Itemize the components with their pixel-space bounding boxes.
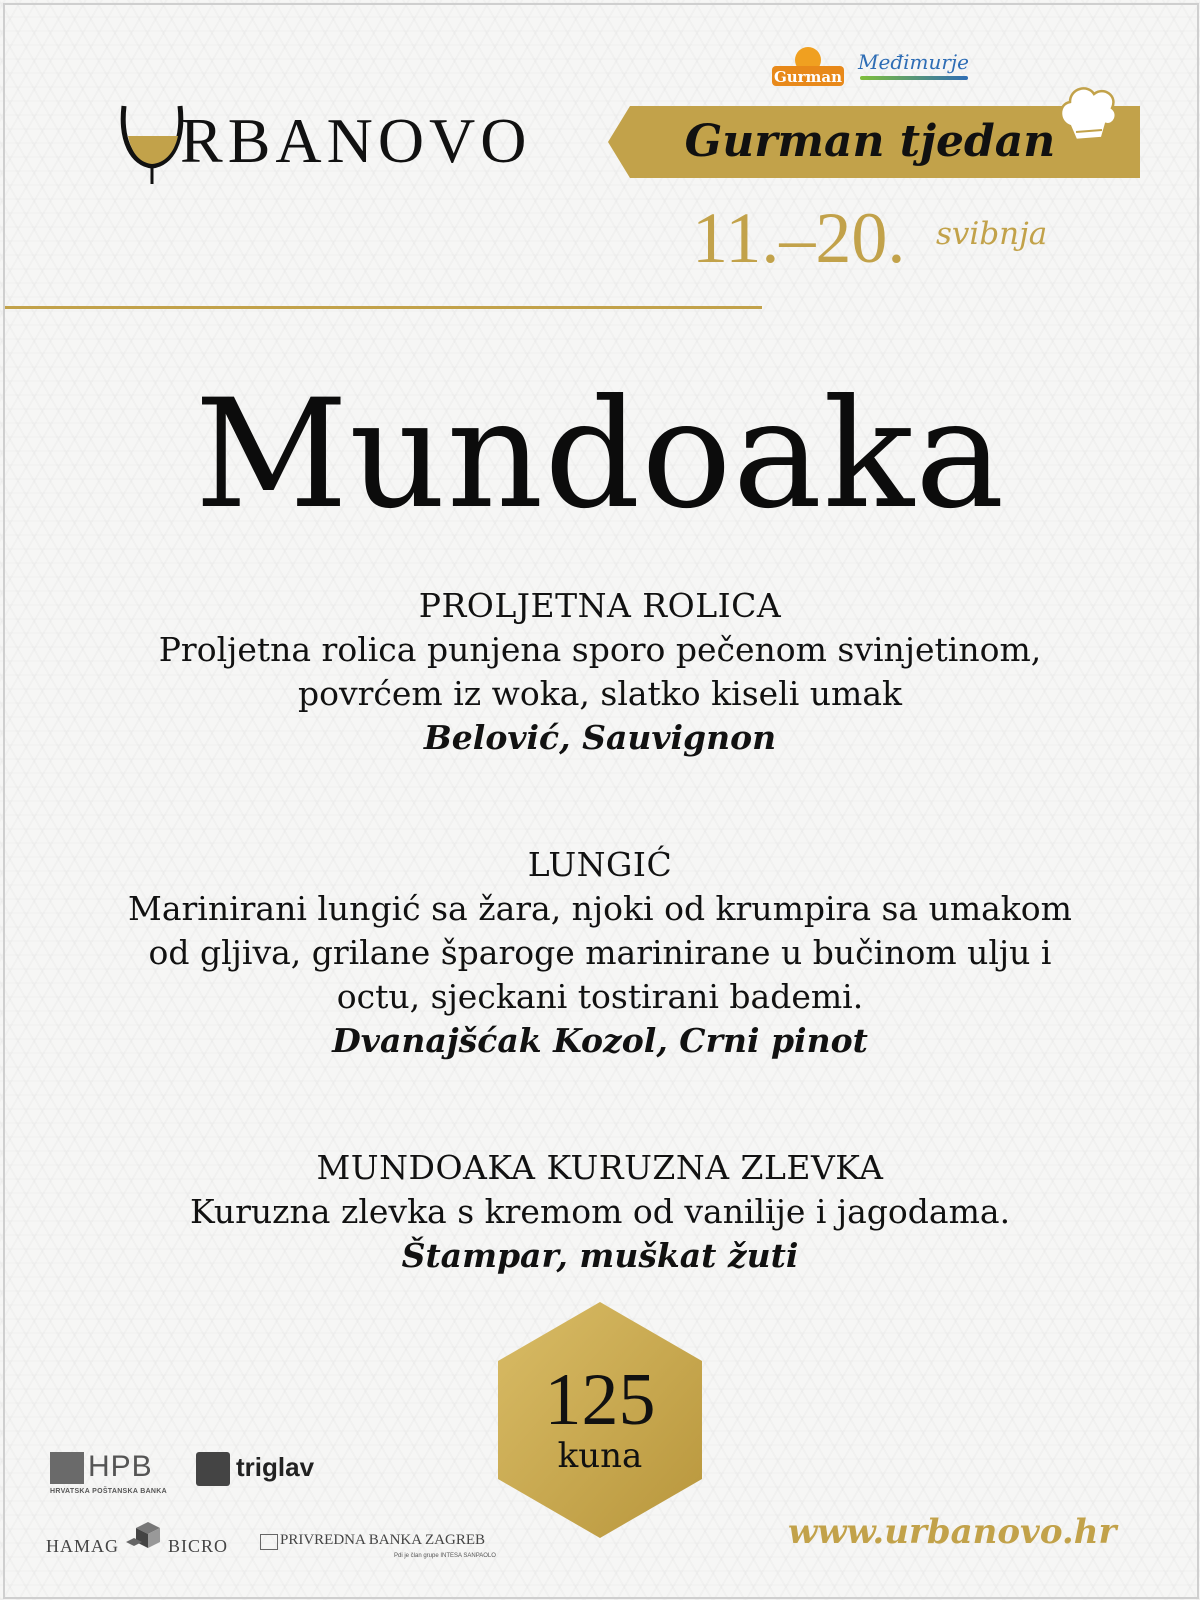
pbz-logo: PRIVREDNA BANKA ZAGREB: [280, 1532, 486, 1548]
hamag-cubes-icon: [122, 1520, 166, 1556]
price-amount: 125: [544, 1359, 656, 1441]
course-title: PROLJETNA ROLICA: [418, 586, 782, 625]
triglav-icon: [196, 1452, 230, 1486]
event-dates: 11.–20.: [692, 198, 906, 278]
urbanovo-logo: [118, 100, 532, 190]
brand-name: RBANOVO: [180, 105, 532, 176]
course-description-line: Marinirani lungić sa žara, njoki od krumpira sa umakom: [128, 889, 1072, 928]
medjimurje-underline: [860, 76, 968, 80]
event-banner-title: Gurman tjedan: [684, 116, 1056, 167]
course-title: MUNDOAKA KURUZNA ZLEVKA: [316, 1148, 884, 1187]
course-3: [60, 1146, 1140, 1278]
price-currency: kuna: [557, 1436, 643, 1476]
chef-hat-icon: [1052, 78, 1122, 148]
course-description-line: octu, sjeckani tostirani bademi.: [336, 977, 864, 1016]
website-link[interactable]: www.urbanovo.hr: [788, 1512, 1117, 1552]
course-1: [60, 584, 1140, 760]
course-title: LUNGIĆ: [527, 845, 673, 884]
hamag-logo: HAMAG: [46, 1536, 120, 1556]
course-wine: Dvanajšćak Kozol, Crni pinot: [332, 1021, 868, 1060]
course-description-line: povrćem iz woka, slatko kiseli umak: [297, 674, 902, 713]
wine-glass-icon: [118, 100, 188, 190]
hpb-subtitle: HRVATSKA POŠTANSKA BANKA: [50, 1488, 167, 1495]
pbz-icon: [260, 1534, 278, 1550]
pbz-subtitle: Pdi je član grupe INTESA SANPAOLO: [394, 1553, 496, 1559]
medjimurje-logo: Međimurje: [858, 50, 969, 74]
course-wine: Belović, Sauvignon: [423, 718, 777, 757]
course-wine: Štampar, muškat žuti: [401, 1236, 799, 1275]
gold-divider: [5, 306, 762, 309]
hpb-logo: HPB: [88, 1450, 153, 1483]
triglav-logo: triglav: [236, 1452, 315, 1482]
gurman-logo: [770, 44, 846, 88]
course-description-line: od gljiva, grilane šparoge marinirane u bučinom ulju i: [148, 933, 1052, 972]
bicro-logo: BICRO: [168, 1536, 229, 1556]
course-2: [60, 843, 1140, 1063]
course-description-line: Kuruzna zlevka s kremom od vanilije i jagodama.: [189, 1192, 1011, 1231]
event-month: svibnja: [936, 216, 1048, 252]
course-description-line: Proljetna rolica punjena sporo pečenom svinjetinom,: [158, 630, 1042, 669]
hpb-icon: [50, 1452, 84, 1484]
gurman-label: Gurman: [773, 68, 843, 86]
restaurant-name: Mundoaka: [194, 368, 1006, 542]
